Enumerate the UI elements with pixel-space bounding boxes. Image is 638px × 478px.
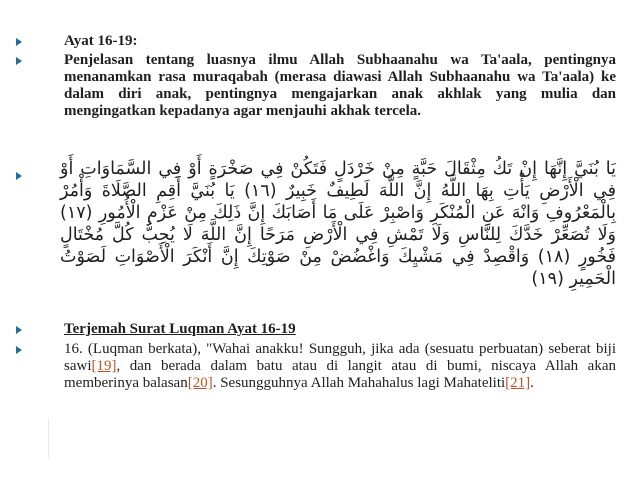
footnote-link-19[interactable]: [19] — [91, 358, 117, 374]
footnote-link-20[interactable]: [20] — [187, 375, 213, 391]
bullet-icon — [16, 326, 22, 334]
bullet-icon — [16, 346, 22, 354]
translation-text: , dan berada dalam batu atau di langit atau di bumi, niscaya Allah akan memberinya balasan — [64, 358, 616, 391]
bullet-icon — [16, 57, 22, 65]
bullet-icon — [16, 172, 22, 180]
translation-text: 16. (Luqman berkata), "Wahai anakku! Sungguh, jika ada (sesuatu perbuatan) seberat biji sawi — [64, 341, 616, 374]
translation-text: . — [530, 375, 534, 391]
explanation-paragraph: Penjelasan tentang luasnya ilmu Allah Subhaanahu wa Ta'aala, pentingnya menanamkan rasa muraqabah (merasa diawasi Allah Subhaanahu wa Ta'aala) ke dalam diri anak, pentingnya mengajarkan anak akhlak yang mulia dan mengingatkan kepadanya agar menjauhi akhak tercela. — [64, 52, 616, 119]
bullet-icon — [16, 38, 22, 46]
slide-edge — [0, 0, 4, 478]
footnote-link-21[interactable]: [21] — [505, 375, 531, 391]
arabic-verses: يَا بُنَيَّ إِنَّهَا إِنْ تَكُ مِثْقَالَ حَبَّةٍ مِنْ خَرْدَلٍ فَتَكُنْ فِي صَخْرَةٍ أَوْ فِي السَّمَاوَاتِ أَوْ فِي الْأَرْضِ يَأْتِ بِهَا اللَّهُ إِنَّ اللَّهَ لَطِيفٌ خَبِيرٌ (١٦) يَا بُنَيَّ أَقِمِ الصَّلَاةَ وَأْمُرْ بِالْمَعْرُوفِ وَانْهَ عَنِ الْمُنْكَرِ وَاصْبِرْ عَلَى مَا أَصَابَكَ إِنَّ ذَلِكَ مِنْ عَزْمِ الْأُمُورِ (١٧) وَلَا تُصَعِّرْ خَدَّكَ لِلنَّاسِ وَلَا تَمْشِ فِي الْأَرْضِ مَرَحًا إِنَّ اللَّهَ لَا يُحِبُّ كُلَّ مُخْتَالٍ فَخُورٍ (١٨) وَاقْصِدْ فِي مَشْيِكَ وَاغْضُضْ مِنْ صَوْتِكَ إِنَّ أَنْكَرَ الْأَصْوَاتِ لَصَوْتُ الْحَمِيرِ (١٩) — [60, 159, 616, 289]
translation-heading: Terjemah Surat Luqman Ayat 16-19 — [64, 321, 296, 337]
translation-text: . Sesungguhnya Allah Mahahalus lagi Mahateliti — [212, 375, 506, 391]
decorative-line — [48, 418, 49, 458]
translation-paragraph — [64, 341, 616, 392]
ayat-heading: Ayat 16-19: — [64, 33, 138, 49]
